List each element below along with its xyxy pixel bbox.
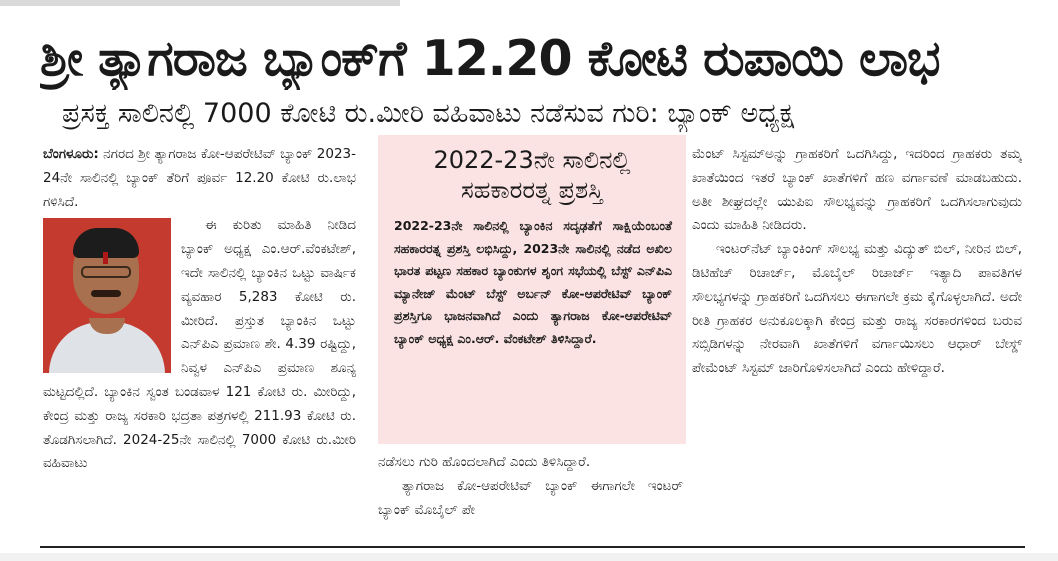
headline: ಶ್ರೀ ತ್ಯಾಗರಾಜ ಬ್ಯಾಂಕ್‌ಗೆ 12.20 ಕೋಟಿ ರುಪಾಯಿ ಲಾಭ — [40, 30, 940, 87]
award-box-text: 2022-23ನೇ ಸಾಲಿನಲ್ಲಿ ಬ್ಯಾಂಕಿನ ಸದೃಢತೆಗೆ ಸಾಕ್ಷಿಯೆಂಬಂತೆ ಸಹಕಾರರತ್ನ ಪ್ರಶಸ್ತಿ ಲಭಿಸಿದ್ದು, 2023ನೇ ಸಾಲಿನಲ್ಲಿ ನಡೆದ ಅಖಿಲ ಭಾರತ ಪಟ್ಟಣ ಸಹಕಾರ ಬ್ಯಾಂಕುಗಳ ಶೃಂಗ ಸಭೆಯಲ್ಲಿ ಬೆಸ್ಟ್ ಎನ್‌ಪಿಎ ಮ್ಯಾನೇಜ್ ಮೆಂಟ್ ಬೆಸ್ಟ್ ಅರ್ಬನ್ ಕೋ-ಆಪರೇಟಿವ್ ಬ್ಯಾಂಕ್ ಪ್ರಶಸ್ತಿಗೂ ಭಾಜನವಾಗಿದೆ ಎಂದು ತ್ಯಾಗರಾಜ ಕೋ-ಆಪರೇಟಿವ್ ಬ್ಯಾಂಕ್ ಅಧ್ಯಕ್ಷ ಎಂ.ಆರ್. ವೆಂಕಟೇಶ್ ತಿಳಿಸಿದ್ದಾರೆ. — [394, 218, 672, 346]
award-title-line-1: 2022-23ನೇ ಸಾಲಿನಲ್ಲಿ — [433, 146, 631, 174]
article-paragraph: ಈ ಕುರಿತು ಮಾಹಿತಿ ನೀಡಿದ ಬ್ಯಾಂಕ್ ಅಧ್ಯಕ್ಷ ಎಂ.ಆರ್.ವೆಂಕಟೇಶ್, ಇದೇ ಸಾಲಿನಲ್ಲಿ ಬ್ಯಾಂಕಿನ ಒಟ್ಟು ವಾರ್ಷಿಕ ವ್ಯವಹಾರ 5,283 ಕೋಟಿ ರು. ಮೀರಿದೆ. ಪ್ರಸ್ತುತ ಬ್ಯಾಂಕಿನ ಒಟ್ಟು ಎನ್‌ಪಿಎ ಪ್ರಮಾಣ ಶೇ. 4.39 ರಷ್ಟಿದ್ದು, ನಿವ್ವಳ ಎನ್‌ಪಿಎ ಪ್ರಮಾಣ ಶೂನ್ಯ ಮಟ್ಟದಲ್ಲಿದೆ. ಬ್ಯಾಂಕಿನ ಸ್ವಂತ ಬಂಡವಾಳ 121 ಕೋಟಿ ರು. ಮೀರಿದ್ದು, ಕೇಂದ್ರ ಮತ್ತು ರಾಜ್ಯ ಸರಕಾರಿ ಭದ್ರತಾ ಪತ್ರಗಳಲ್ಲಿ 211.93 ಕೋಟಿ ರು. ತೊಡಗಿಸಲಾಗಿದೆ. 2024-25ನೇ ಸಾಲಿನಲ್ಲಿ 7000 ಕೋಟಿ ರು.ಮೀರಿ ವಹಿವಾಟು — [43, 217, 356, 472]
bottom-divider — [40, 546, 1025, 548]
top-divider — [0, 0, 400, 6]
dateline: ಬೆಂಗಳೂರು: — [43, 146, 99, 162]
article-paragraph: ಮೆಂಟ್ ಸಿಸ್ಟಮ್‌ಅನ್ನು ಗ್ರಾಹಕರಿಗೆ ಒದಗಿಸಿದ್ದು, ಇದರಿಂದ ಗ್ರಾಹಕರು ತಮ್ಮ ಖಾತೆಯಿಂದ ಇತರೆ ಬ್ಯಾಂಕ್ ಖಾತೆಗಳಿಗೆ ಹಣ ವರ್ಗಾವಣೆ ಮಾಡಬಹುದು. ಅತೀ ಶೀಘ್ರದಲ್ಲೇ ಯುಪಿಐ ಸೌಲಭ್ಯವನ್ನು ಗ್ರಾಹಕರಿಗೆ ಒದಗಿಸಲಾಗುವುದು ಎಂದು ಮಾಹಿತಿ ನೀಡಿದರು. — [692, 146, 1022, 234]
bank-president-photo — [43, 218, 171, 373]
award-sidebar-box — [378, 135, 686, 444]
article-column-2 — [378, 451, 683, 535]
article-paragraph: ಇಂಟರ್‌ನೆಟ್ ಬ್ಯಾಂಕಿಂಗ್ ಸೌಲಭ್ಯ ಮತ್ತು ವಿದ್ಯುತ್ ಬಿಲ್, ನೀರಿನ ಬಿಲ್, ಡಿಟಿಹೆಚ್ ರಿಚಾರ್ಜ್, ಮೊಬೈಲ್ ರಿಚಾರ್ಜ್ ಇತ್ಯಾದಿ ಪಾವತಿಗಳ ಸೌಲಭ್ಯಗಳನ್ನು ಗ್ರಾಹಕರಿಗೆ ಒದಗಿಸಲು ಈಗಾಗಲೇ ಕ್ರಮ ಕೈಗೊಳ್ಳಲಾಗಿದೆ. ಅದೇ ರೀತಿ ಗ್ರಾಹಕರ ಅನುಕೂಲಕ್ಕಾಗಿ ಕೇಂದ್ರ ಮತ್ತು ರಾಜ್ಯ ಸರಕಾರಗಳಿಂದ ಬರುವ ಸಬ್ಸಿಡಿಗಳನ್ನು ನೇರವಾಗಿ ಖಾತೆಗಳಿಗೆ ವರ್ಗಾಯಿಸಲು ಆಧಾರ್ ಬೇಸ್ಡ್ ಪೇಮೆಂಟ್ ಸಿಸ್ಟಮ್ ಜಾರಿಗೊಳಿಸಲಾಗಿದೆ ಎಂದು ಹೇಳಿದ್ದಾರೆ. — [692, 241, 1022, 377]
article-column-3 — [692, 143, 1022, 535]
intro-text: ನಗರದ ಶ್ರೀ ತ್ಯಾಗರಾಜ ಕೋ-ಆಪರೇಟಿವ್ ಬ್ಯಾಂಕ್ 2023-24ನೇ ಸಾಲಿನಲ್ಲಿ ಬ್ಯಾಂಕ್ ತೆರಿಗೆ ಪೂರ್ವ 12.20 ಕೋಟಿ ರು.ಲಾಭ ಗಳಿಸಿದೆ. — [43, 146, 356, 210]
article-paragraph: ತ್ಯಾಗರಾಜ ಕೋ-ಆಪರೇಟಿವ್ ಬ್ಯಾಂಕ್ ಈಗಾಗಲೇ ಇಂಟರ್ ಬ್ಯಾಂಕ್ ಮೊಬೈಲ್ ಪೇ — [378, 477, 683, 518]
award-box-title — [378, 135, 686, 205]
award-box-body — [378, 205, 686, 350]
article-column-1 — [43, 143, 356, 535]
article-paragraph — [43, 143, 356, 214]
next-article-strip — [0, 553, 1058, 561]
subheadline: ಪ್ರಸಕ್ತ ಸಾಲಿನಲ್ಲಿ 7000 ಕೋಟಿ ರು.ಮೀರಿ ವಹಿವಾಟು ನಡೆಸುವ ಗುರಿ: ಬ್ಯಾಂಕ್ ಅಧ್ಯಕ್ಷ — [62, 98, 795, 129]
award-title-line-2: ಸಹಕಾರರತ್ನ ಪ್ರಶಸ್ತಿ — [460, 176, 603, 204]
article-paragraph: ನಡೆಸಲು ಗುರಿ ಹೊಂದಲಾಗಿದೆ ಎಂದು ತಿಳಿಸಿದ್ದಾರೆ. — [378, 454, 591, 470]
